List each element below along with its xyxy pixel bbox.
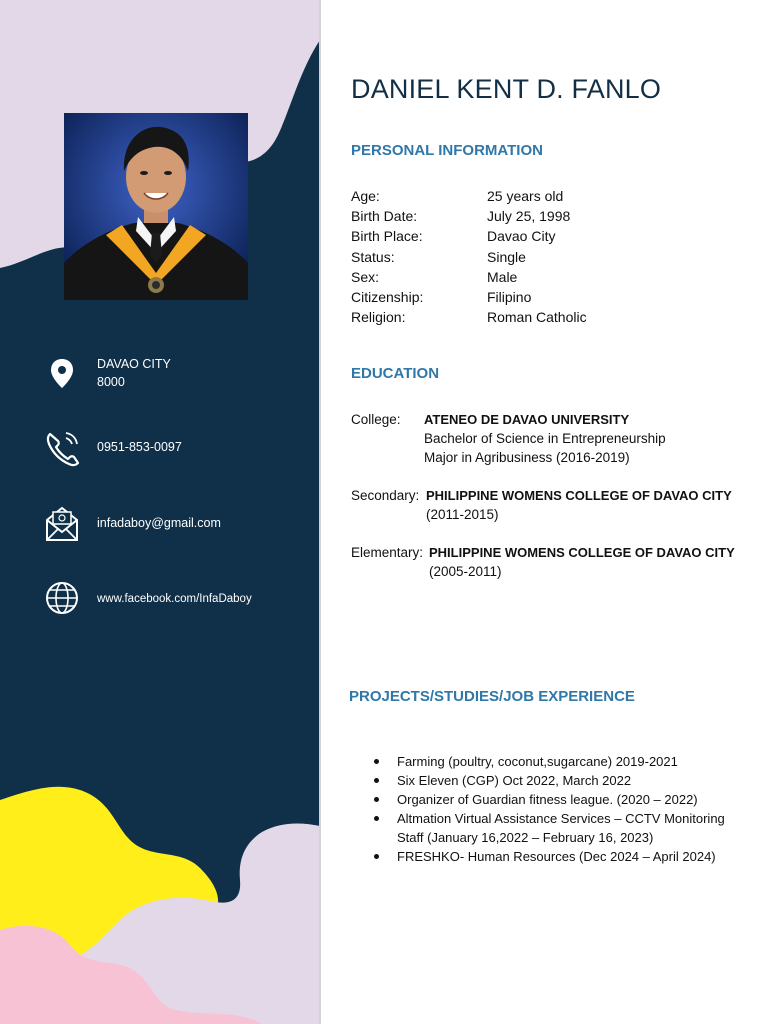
contact-email (0, 504, 320, 554)
elementary-years: (2005-2011) (429, 564, 502, 579)
bullet-icon (374, 759, 379, 764)
info-value: Davao City (487, 228, 556, 244)
phone-icon (44, 428, 80, 468)
bullet-icon (374, 778, 379, 783)
bullet-icon (374, 797, 379, 802)
info-row (351, 249, 751, 269)
list-item-text: Altmation Virtual Assistance Services – CCTV Monitoring Staff (January 16,2022 – February 16, 2023) (397, 811, 725, 845)
info-value: Single (487, 249, 526, 265)
info-value: Filipino (487, 289, 532, 305)
info-label: Birth Place: (351, 228, 423, 244)
info-value: Male (487, 269, 518, 285)
list-item (372, 809, 732, 847)
secondary-label: Secondary: (351, 488, 420, 503)
list-item-text: Farming (poultry, coconut,sugarcane) 2019-2021 (397, 754, 678, 769)
contact-phone (0, 428, 320, 478)
email-icon (44, 504, 80, 544)
info-row (351, 269, 751, 289)
list-item-text: FRESHKO- Human Resources (Dec 2024 – April 2024) (397, 849, 716, 864)
contact-website (0, 580, 320, 630)
list-item (372, 771, 732, 790)
list-item-text: Organizer of Guardian fitness league. (2020 – 2022) (397, 792, 698, 807)
secondary-school: PHILIPPINE WOMENS COLLEGE OF DAVAO CITY (426, 488, 732, 503)
info-value: 25 years old (487, 188, 564, 204)
info-label: Religion: (351, 309, 406, 325)
info-label: Status: (351, 249, 395, 265)
education-heading: EDUCATION (351, 365, 440, 382)
college-major: Major in Agribusiness (2016-2019) (424, 450, 630, 465)
website-link[interactable]: www.facebook.com/InfaDaboy (97, 593, 252, 605)
college-degree: Bachelor of Science in Entrepreneurship (424, 431, 666, 446)
contact-address (0, 355, 320, 405)
info-label: Sex: (351, 269, 380, 285)
elementary-label: Elementary: (351, 545, 424, 560)
phone-number: 0951-853-0097 (97, 440, 182, 454)
list-item (372, 847, 732, 866)
personal-info-heading: PERSONAL INFORMATION (351, 142, 543, 159)
address-city: DAVAO CITY (97, 357, 171, 371)
email-address[interactable]: infadaboy@gmail.com (97, 516, 221, 530)
info-label: Birth Date: (351, 208, 418, 224)
list-item-text: Six Eleven (CGP) Oct 2022, March 2022 (397, 773, 632, 788)
info-row (351, 208, 751, 228)
projects-heading: PROJECTS/STUDIES/JOB EXPERIENCE (349, 688, 635, 705)
list-item (372, 752, 732, 771)
location-pin-icon (44, 355, 80, 395)
full-name: DANIEL KENT D. FANLO (351, 74, 662, 104)
address-zip: 8000 (97, 375, 125, 389)
info-row (351, 309, 751, 329)
info-row (351, 289, 751, 309)
projects-list (372, 752, 732, 866)
elementary-school: PHILIPPINE WOMENS COLLEGE OF DAVAO CITY (429, 545, 735, 560)
bullet-icon (374, 854, 379, 859)
college-label: College: (351, 412, 401, 427)
profile-photo (64, 113, 248, 300)
info-value: Roman Catholic (487, 309, 587, 325)
info-label: Citizenship: (351, 289, 424, 305)
list-item (372, 790, 732, 809)
info-row (351, 228, 751, 248)
info-label: Age: (351, 188, 380, 204)
info-row (351, 188, 751, 208)
bullet-icon (374, 816, 379, 821)
left-sidebar (0, 0, 320, 1024)
panel-divider (319, 0, 321, 1024)
secondary-years: (2011-2015) (426, 507, 499, 522)
info-value: July 25, 1998 (487, 208, 571, 224)
globe-icon (44, 580, 80, 620)
college-school: ATENEO DE DAVAO UNIVERSITY (424, 412, 630, 427)
